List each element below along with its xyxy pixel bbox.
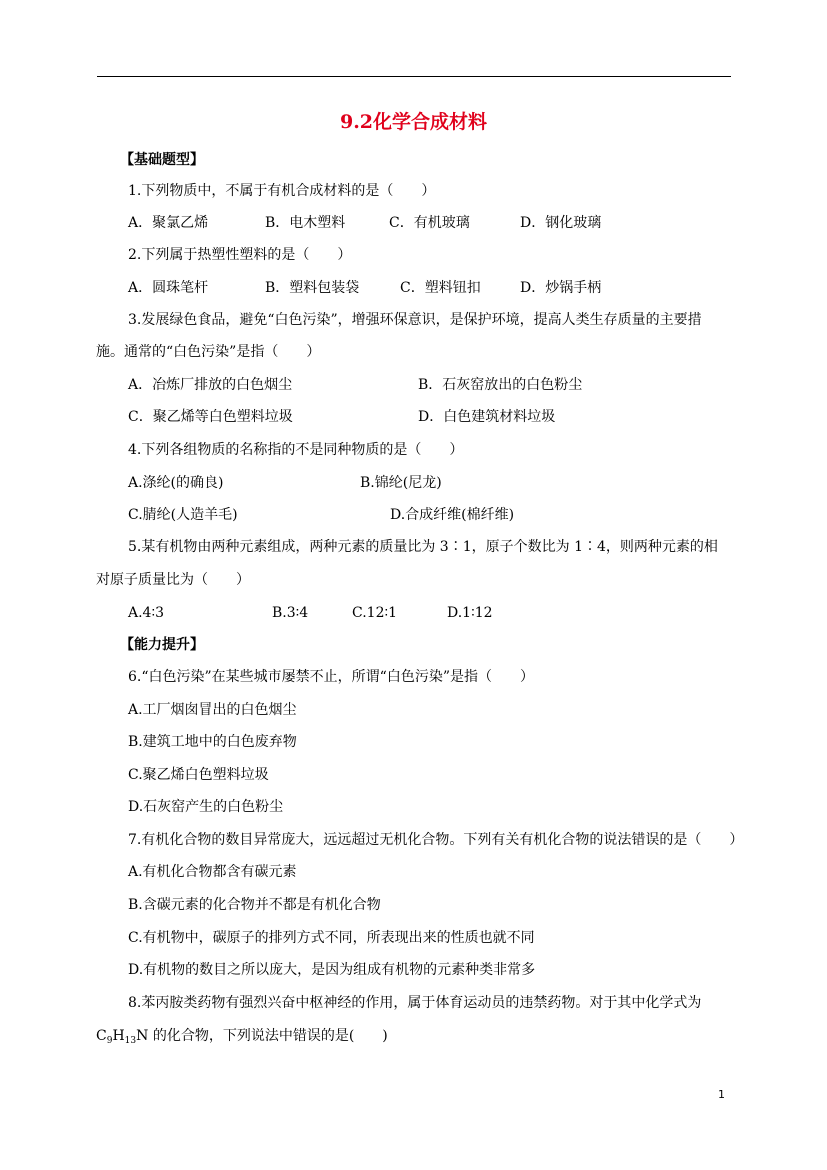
question-3-stem-line-2: 施。通常的“白色污染”是指（ ） xyxy=(96,344,321,360)
question-6-option-d: D.石灰窑产生的白色粉尘 xyxy=(128,799,284,815)
page-number: 1 xyxy=(718,1088,725,1101)
question-6-stem: 6.“白色污染”在某些城市屡禁不止，所谓“白色污染”是指（ ） xyxy=(128,669,534,685)
question-7-stem: 7.有机化合物的数目异常庞大，远远超过无机化合物。下列有关有机化合物的说法错误的是（ ） xyxy=(128,832,744,848)
question-7-option-d: D.有机物的数目之所以庞大，是因为组成有机物的元素种类非常多 xyxy=(128,962,536,978)
question-2-option-a: A．圆珠笔杆 xyxy=(128,280,209,296)
question-5-option-d: D.1∶12 xyxy=(447,605,493,621)
question-4-option-a: A.涤纶(的确良) xyxy=(128,475,224,491)
question-8-stem-line-1: 8.苯丙胺类药物有强烈兴奋中枢神经的作用，属于体育运动员的违禁药物。对于其中化学式为 xyxy=(128,995,702,1011)
question-6-option-b: B.建筑工地中的白色废弃物 xyxy=(128,734,297,750)
question-7-option-c: C.有机物中，碳原子的排列方式不同，所表现出来的性质也就不同 xyxy=(128,930,535,946)
question-7-option-b: B.含碳元素的化合物并不都是有机化合物 xyxy=(128,897,381,913)
question-3-option-d: D．白色建筑材料垃圾 xyxy=(418,409,556,425)
question-1-stem: 1.下列物质中，不属于有机合成材料的是（ ） xyxy=(128,183,436,199)
question-6-option-c: C.聚乙烯白色塑料垃圾 xyxy=(128,767,269,783)
page-title: 9.2化学合成材料 xyxy=(339,111,488,133)
header-rule xyxy=(97,76,731,77)
question-2-option-d: D．炒锅手柄 xyxy=(520,280,602,296)
question-5-stem-line-1: 5.某有机物由两种元素组成，两种元素的质量比为 3∶1，原子个数比为 1∶4，则两种元素的相 xyxy=(128,539,718,555)
question-2-option-c: C．塑料钮扣 xyxy=(400,280,481,296)
question-1-option-a: A．聚氯乙烯 xyxy=(128,215,209,231)
question-3-option-b: B．石灰窑放出的白色粉尘 xyxy=(418,377,583,393)
formula-n: N xyxy=(136,1028,149,1044)
question-8-stem-line-2 xyxy=(96,1026,388,1046)
question-5-option-b: B.3∶4 xyxy=(272,605,309,621)
question-3-option-c: C．聚乙烯等白色塑料垃圾 xyxy=(128,409,293,425)
question-1-option-b: B．电木塑料 xyxy=(265,215,346,231)
question-5-option-a: A.4∶3 xyxy=(128,605,165,621)
section-heading-advanced: 【能力提升】 xyxy=(120,637,204,653)
question-4-stem: 4.下列各组物质的名称指的不是同种物质的是（ ） xyxy=(128,442,464,458)
question-8-stem-line-2-text: 的化合物，下列说法中错误的是( ) xyxy=(148,1028,388,1044)
formula-c: C xyxy=(96,1028,107,1044)
question-5-option-c: C.12∶1 xyxy=(352,605,398,621)
question-1-option-d: D．钢化玻璃 xyxy=(520,215,602,231)
question-4-option-c: C.腈纶(人造羊毛) xyxy=(128,507,238,523)
question-2-stem: 2.下列属于热塑性塑料的是（ ） xyxy=(128,247,352,263)
question-3-stem-line-1: 3.发展绿色食品，避免“白色污染”，增强环保意识，是保护环境，提高人类生存质量的主要措 xyxy=(128,312,702,328)
question-1-option-c: C．有机玻璃 xyxy=(389,215,470,231)
formula-h: H xyxy=(112,1028,125,1044)
question-3-option-a: A．冶炼厂排放的白色烟尘 xyxy=(128,377,293,393)
question-2-option-b: B．塑料包装袋 xyxy=(265,280,360,296)
question-4-option-d: D.合成纤维(棉纤维) xyxy=(390,507,515,523)
question-4-option-b: B.锦纶(尼龙) xyxy=(360,475,442,491)
question-5-stem-line-2: 对原子质量比为（ ） xyxy=(96,572,250,588)
formula-c-subscript: 9 xyxy=(106,1036,113,1046)
section-heading-basic: 【基础题型】 xyxy=(120,152,204,168)
question-7-option-a: A.有机化合物都含有碳元素 xyxy=(128,864,297,880)
formula-h-subscript: 13 xyxy=(124,1036,137,1046)
question-6-option-a: A.工厂烟囱冒出的白色烟尘 xyxy=(128,702,297,718)
